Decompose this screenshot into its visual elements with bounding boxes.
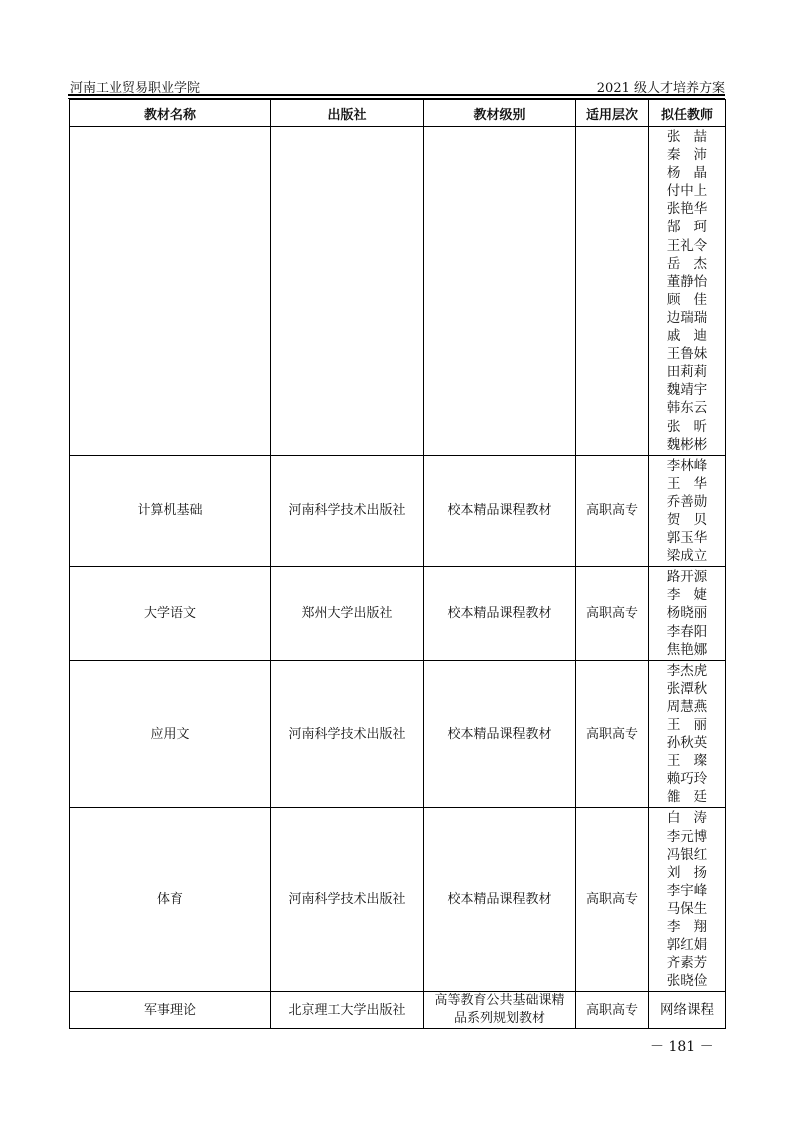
teachers-cell (649, 992, 726, 1029)
header-rule (68, 94, 725, 96)
teacher-name: 刘 扬 (667, 864, 707, 881)
teacher-name: 张 昕 (667, 418, 707, 435)
teacher-name: 李林峰 (666, 457, 708, 474)
teacher-name: 杨晓丽 (666, 605, 708, 622)
col-header-teachers: 拟任教师 (649, 100, 726, 127)
textbook-level-cell (424, 455, 576, 567)
teacher-name: 董静怡 (666, 273, 708, 290)
teacher-name: 李元博 (666, 828, 708, 845)
teacher-name: 冯银红 (666, 846, 708, 863)
publisher-cell (271, 992, 424, 1029)
textbook-level: 校本精品课程教材 (447, 726, 552, 742)
teacher-name: 赖巧玲 (666, 771, 708, 788)
teacher-name: 顾 佳 (667, 291, 707, 308)
teacher-name: 周慧燕 (666, 698, 708, 715)
table-header-row (70, 100, 726, 127)
textbook-name: 应用文 (150, 726, 190, 742)
applicable-layer: 高职高专 (585, 726, 638, 742)
applicable-layer-cell (576, 127, 649, 456)
teachers-cell (649, 127, 726, 456)
teacher-name: 张 喆 (667, 129, 707, 145)
publisher: 河南科学技术出版社 (288, 892, 406, 908)
teacher-name: 王 璨 (667, 753, 707, 770)
textbook-name-cell (70, 455, 271, 567)
textbook-name: 计算机基础 (137, 503, 203, 519)
teacher-name: 边瑞瑞 (666, 309, 708, 326)
applicable-layer-cell (576, 567, 649, 660)
col-header-level: 教材级别 (424, 100, 576, 127)
textbook-level: 校本精品课程教材 (447, 892, 552, 908)
teacher-name: 马保生 (666, 900, 708, 917)
publisher-cell (271, 660, 424, 808)
teacher-name: 焦艳娜 (666, 641, 708, 658)
teachers-cell (649, 660, 726, 808)
teachers-cell (649, 808, 726, 992)
teacher-name: 杨 晶 (667, 165, 707, 182)
textbook-level-cell (424, 567, 576, 660)
teacher-name: 雒 廷 (667, 789, 707, 806)
teacher-name: 网络课程 (660, 1002, 714, 1019)
col-header-layer: 适用层次 (576, 100, 649, 127)
teacher-name: 张潭秋 (666, 680, 708, 697)
teacher-name: 梁成立 (666, 548, 708, 565)
teacher-name: 李 翔 (667, 919, 707, 936)
applicable-layer: 高职高专 (585, 503, 638, 519)
teacher-name: 郭玉华 (666, 530, 708, 547)
teacher-name: 白 涛 (667, 810, 707, 827)
table-row (70, 992, 726, 1029)
teacher-name: 路开源 (666, 569, 708, 586)
teacher-name: 郜 珂 (667, 219, 707, 236)
teacher-name: 魏彬彬 (666, 436, 708, 453)
applicable-layer: 高职高专 (585, 605, 638, 621)
table-row (70, 660, 726, 808)
publisher: 河南科学技术出版社 (288, 503, 406, 519)
teacher-name: 齐素芳 (666, 955, 708, 972)
textbook-name-cell (70, 808, 271, 992)
textbook-name-cell (70, 127, 271, 456)
textbook-level-cell (424, 127, 576, 456)
textbook-level-cell (424, 808, 576, 992)
teacher-name: 秦 沛 (667, 147, 707, 164)
table-row (70, 808, 726, 992)
table-row (70, 455, 726, 567)
publisher-cell (271, 455, 424, 567)
applicable-layer: 高职高专 (585, 892, 638, 908)
textbook-level-cell (424, 992, 576, 1029)
publisher: 河南科学技术出版社 (288, 726, 406, 742)
teacher-name: 戚 迪 (667, 328, 707, 345)
publisher: 郑州大学出版社 (301, 605, 393, 621)
publisher: 北京理工大学出版社 (288, 1002, 406, 1018)
teachers-cell (649, 455, 726, 567)
header-institution: 河南工业贸易职业学院 (70, 81, 201, 96)
textbook-level: 校本精品课程教材 (447, 605, 552, 621)
teacher-name: 王 丽 (667, 717, 707, 733)
teacher-name: 乔善勋 (666, 493, 708, 510)
textbook-level-cell (424, 660, 576, 808)
teacher-name: 李 婕 (667, 587, 707, 604)
textbook-name-cell (70, 660, 271, 808)
textbook-name-cell (70, 992, 271, 1029)
page-number: － 181 － (650, 1039, 714, 1055)
teacher-name: 韩东云 (666, 400, 708, 417)
textbook-name: 体育 (156, 892, 183, 908)
teacher-name: 王鲁妹 (666, 346, 708, 363)
teacher-name: 李杰虎 (666, 662, 708, 679)
teacher-name: 郭红娟 (666, 937, 708, 954)
applicable-layer: 高职高专 (585, 1002, 638, 1018)
applicable-layer-cell (576, 808, 649, 992)
teacher-name: 李宇峰 (666, 882, 708, 899)
applicable-layer-cell (576, 992, 649, 1029)
col-header-name: 教材名称 (70, 100, 271, 127)
teacher-name: 田莉莉 (666, 364, 708, 381)
table-row (70, 567, 726, 660)
publisher-cell (271, 567, 424, 660)
textbook-name: 军事理论 (143, 1002, 196, 1018)
textbook-level: 高等教育公共基础课精品系列规划教材 (434, 993, 565, 1027)
teacher-name: 张晓俭 (666, 973, 708, 990)
teacher-name: 张艳华 (666, 201, 708, 218)
teacher-name: 孙秋英 (666, 735, 708, 752)
publisher-cell (271, 808, 424, 992)
header-doc-title: 2021 级人才培养方案 (596, 81, 725, 96)
table-row (70, 127, 726, 456)
textbook-level: 校本精品课程教材 (447, 503, 552, 519)
textbook-table (69, 99, 726, 1029)
applicable-layer-cell (576, 455, 649, 567)
teacher-name: 李春阳 (666, 623, 708, 640)
teacher-name: 王 华 (667, 475, 707, 492)
teacher-name: 付中上 (666, 183, 708, 200)
teacher-name: 岳 杰 (667, 255, 707, 272)
teacher-name: 魏靖宇 (666, 382, 708, 399)
teacher-name: 王礼令 (666, 237, 708, 254)
textbook-name: 大学语文 (143, 605, 196, 621)
col-header-publisher: 出版社 (271, 100, 424, 127)
teacher-name: 贺 贝 (667, 511, 707, 528)
textbook-name-cell (70, 567, 271, 660)
publisher-cell (271, 127, 424, 456)
teachers-cell (649, 567, 726, 660)
applicable-layer-cell (576, 660, 649, 808)
